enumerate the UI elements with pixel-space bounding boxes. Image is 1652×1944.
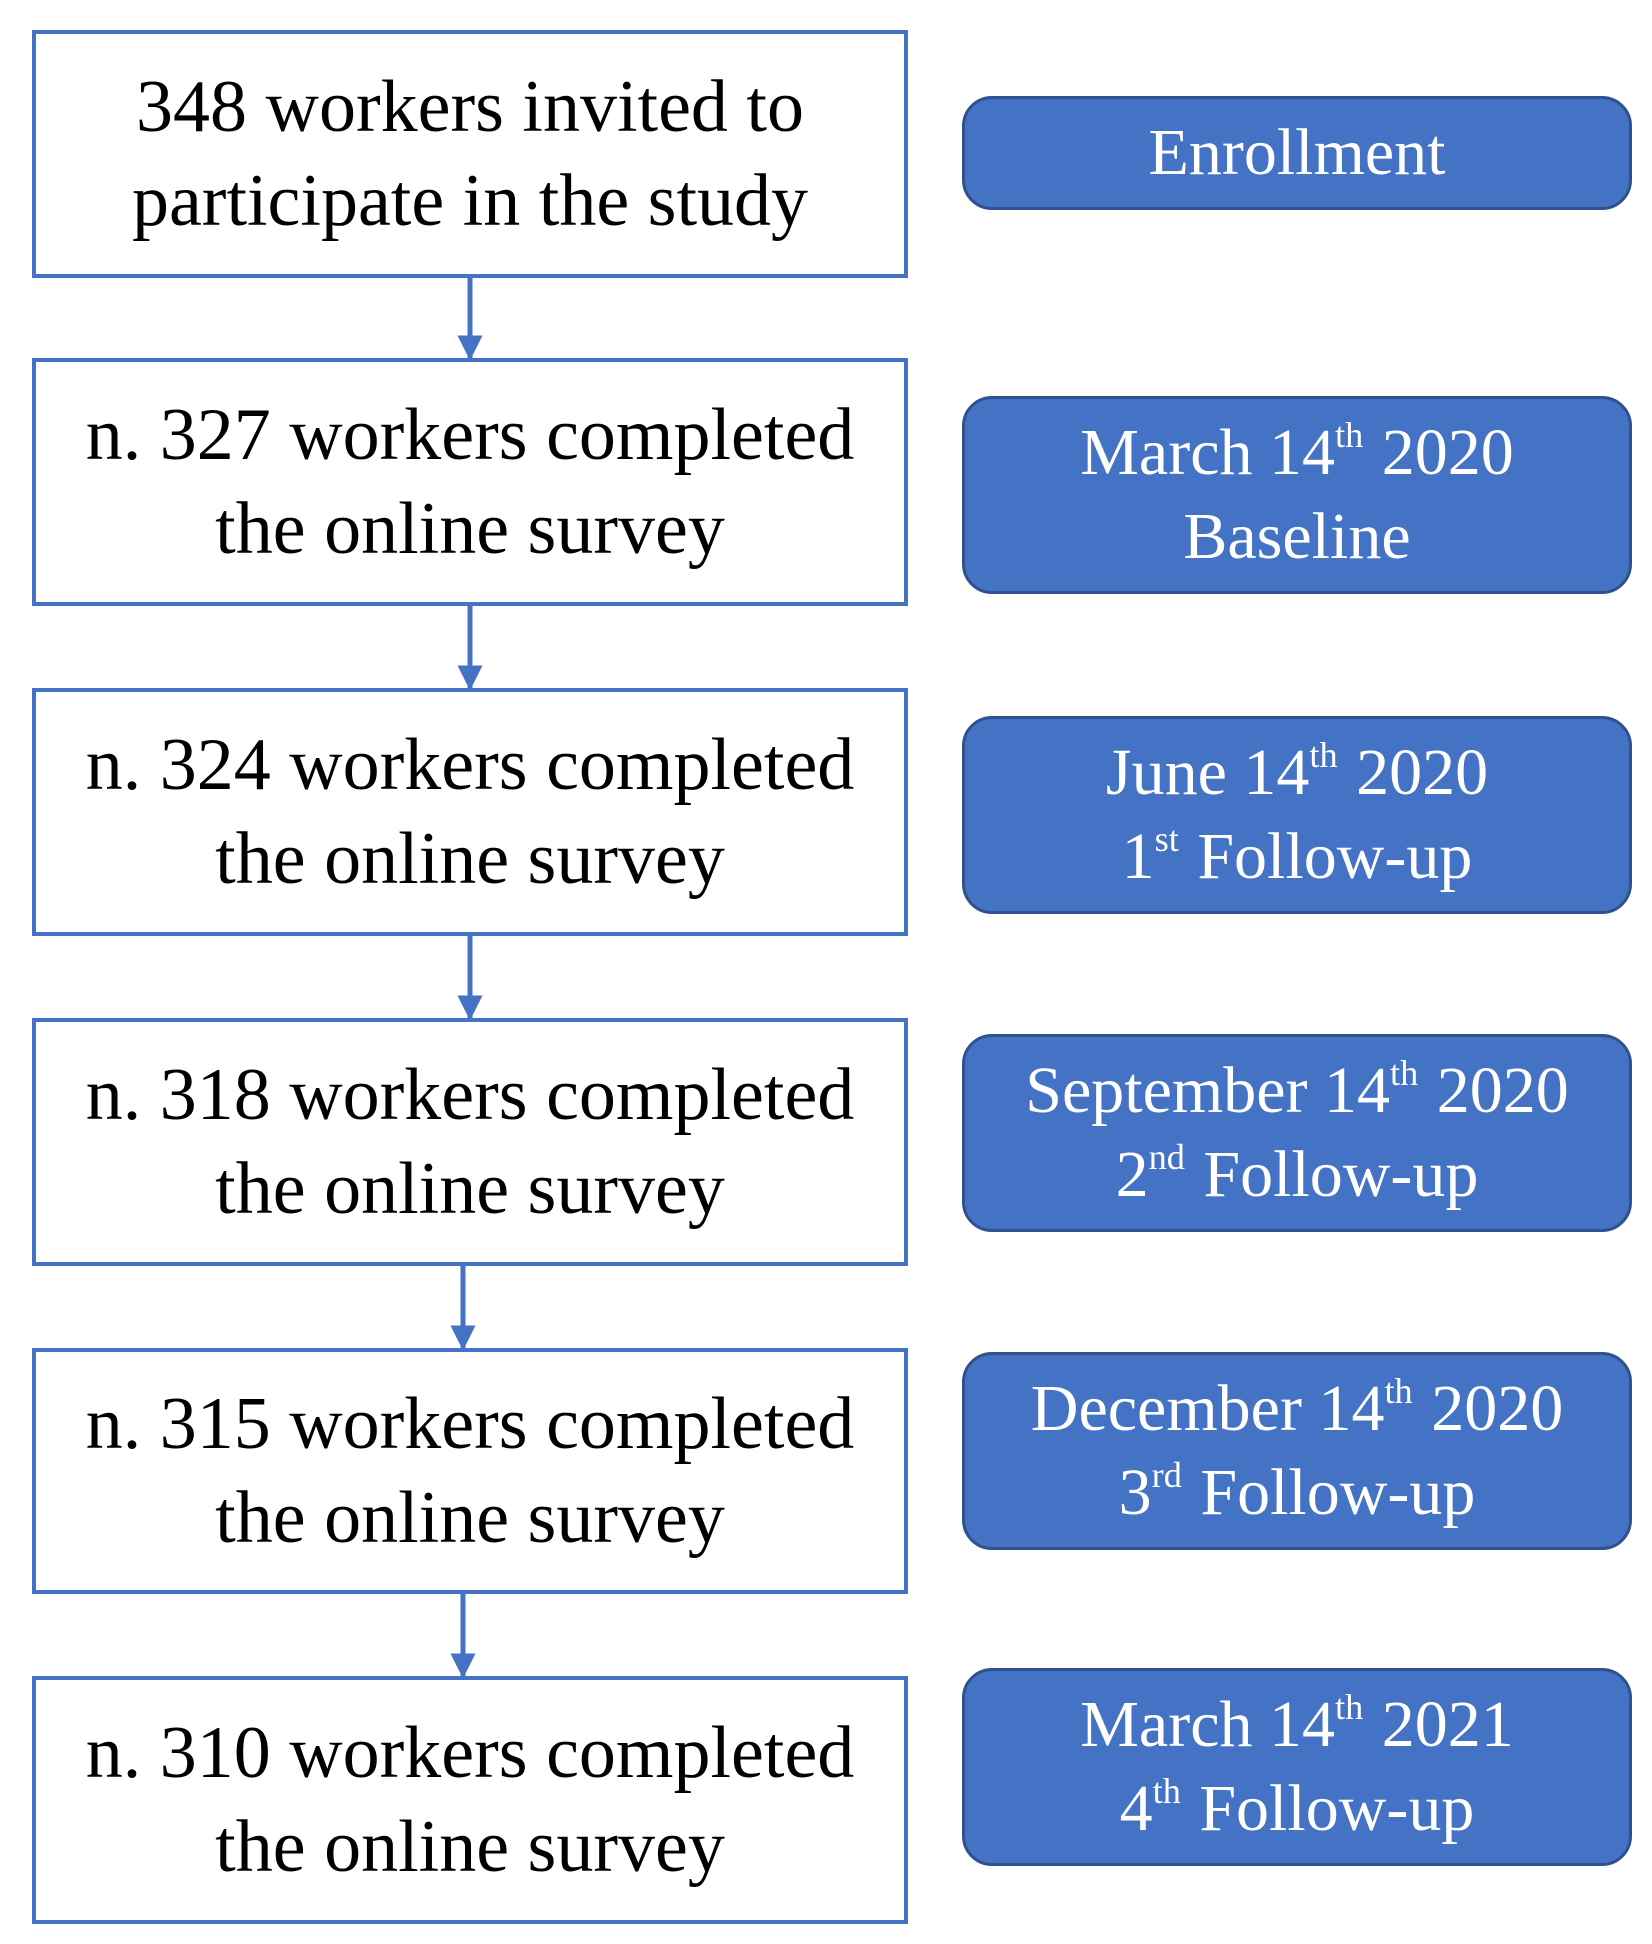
- stage-ordinal-suffix: rd: [1151, 1454, 1182, 1495]
- stage-ordinal: 4: [1119, 1772, 1153, 1845]
- stage-year: 2020: [1436, 1054, 1569, 1127]
- stage-baseline: [962, 396, 1632, 594]
- stage-month-suffix: th: [1335, 414, 1364, 455]
- stage-month: June 14: [1105, 736, 1310, 809]
- flow-box-invited: [32, 30, 908, 278]
- stage-phase: Follow-up: [1197, 820, 1473, 893]
- stage-date: [1080, 411, 1514, 495]
- stage-month: December 14: [1030, 1372, 1385, 1445]
- flow-box-line: n. 315 workers completed: [85, 1383, 855, 1465]
- flow-box-baseline: [32, 358, 908, 606]
- stage-ordinal-suffix: st: [1154, 818, 1179, 859]
- stage-date: [1031, 1367, 1563, 1451]
- stage-phase: Baseline: [1183, 500, 1411, 573]
- stage-phase-line: [1122, 815, 1473, 899]
- stage-followup-2: [962, 1034, 1632, 1232]
- flow-box-line: n. 327 workers completed: [85, 394, 855, 476]
- flow-box-line: n. 318 workers completed: [85, 1054, 855, 1136]
- stage-month: March 14: [1080, 416, 1336, 489]
- flow-box-line: n. 310 workers completed: [85, 1712, 855, 1794]
- flow-box-line: n. 324 workers completed: [85, 724, 855, 806]
- flow-box-followup-4: [32, 1676, 908, 1924]
- flow-box-followup-3: [32, 1348, 908, 1594]
- stage-date: [1106, 731, 1488, 815]
- flow-box-line: participate in the study: [131, 160, 809, 242]
- stage-month-suffix: th: [1390, 1052, 1419, 1093]
- stage-year: 2020: [1356, 736, 1489, 809]
- stage-date: [1025, 1049, 1568, 1133]
- stage-ordinal: 1: [1121, 820, 1155, 893]
- stage-year: 2020: [1431, 1372, 1564, 1445]
- stage-label: Enrollment: [1148, 116, 1446, 189]
- flow-box-followup-1: [32, 688, 908, 936]
- stage-followup-1: [962, 716, 1632, 914]
- stage-ordinal: 3: [1118, 1456, 1152, 1529]
- flow-box-line: 348 workers invited to: [136, 66, 804, 148]
- stage-ordinal-suffix: nd: [1148, 1136, 1185, 1177]
- flow-box-line: the online survey: [215, 1148, 725, 1230]
- stage-month-suffix: th: [1335, 1686, 1364, 1727]
- stage-phase: Follow-up: [1200, 1456, 1476, 1529]
- stage-phase-line: [1116, 1133, 1479, 1217]
- stage-ordinal-suffix: th: [1152, 1770, 1181, 1811]
- stage-ordinal: 2: [1115, 1138, 1149, 1211]
- stage-phase-line: [1119, 1451, 1476, 1535]
- stage-year: 2021: [1381, 1688, 1514, 1761]
- stage-followup-4: [962, 1668, 1632, 1866]
- flow-box-line: the online survey: [215, 1477, 725, 1559]
- stage-year: 2020: [1381, 416, 1514, 489]
- stage-month: March 14: [1080, 1688, 1336, 1761]
- stage-month: September 14: [1025, 1054, 1390, 1127]
- flow-box-line: the online survey: [215, 488, 725, 570]
- flow-box-followup-2: [32, 1018, 908, 1266]
- stage-month-suffix: th: [1309, 734, 1338, 775]
- stage-date: [1080, 1683, 1514, 1767]
- stage-month-suffix: th: [1384, 1370, 1413, 1411]
- stage-phase-line: [1120, 1767, 1475, 1851]
- flow-box-line: the online survey: [215, 1806, 725, 1888]
- stage-followup-3: [962, 1352, 1632, 1550]
- stage-enrollment: [962, 96, 1632, 210]
- stage-phase: Follow-up: [1199, 1772, 1475, 1845]
- flow-box-line: the online survey: [215, 818, 725, 900]
- stage-phase: Follow-up: [1203, 1138, 1479, 1211]
